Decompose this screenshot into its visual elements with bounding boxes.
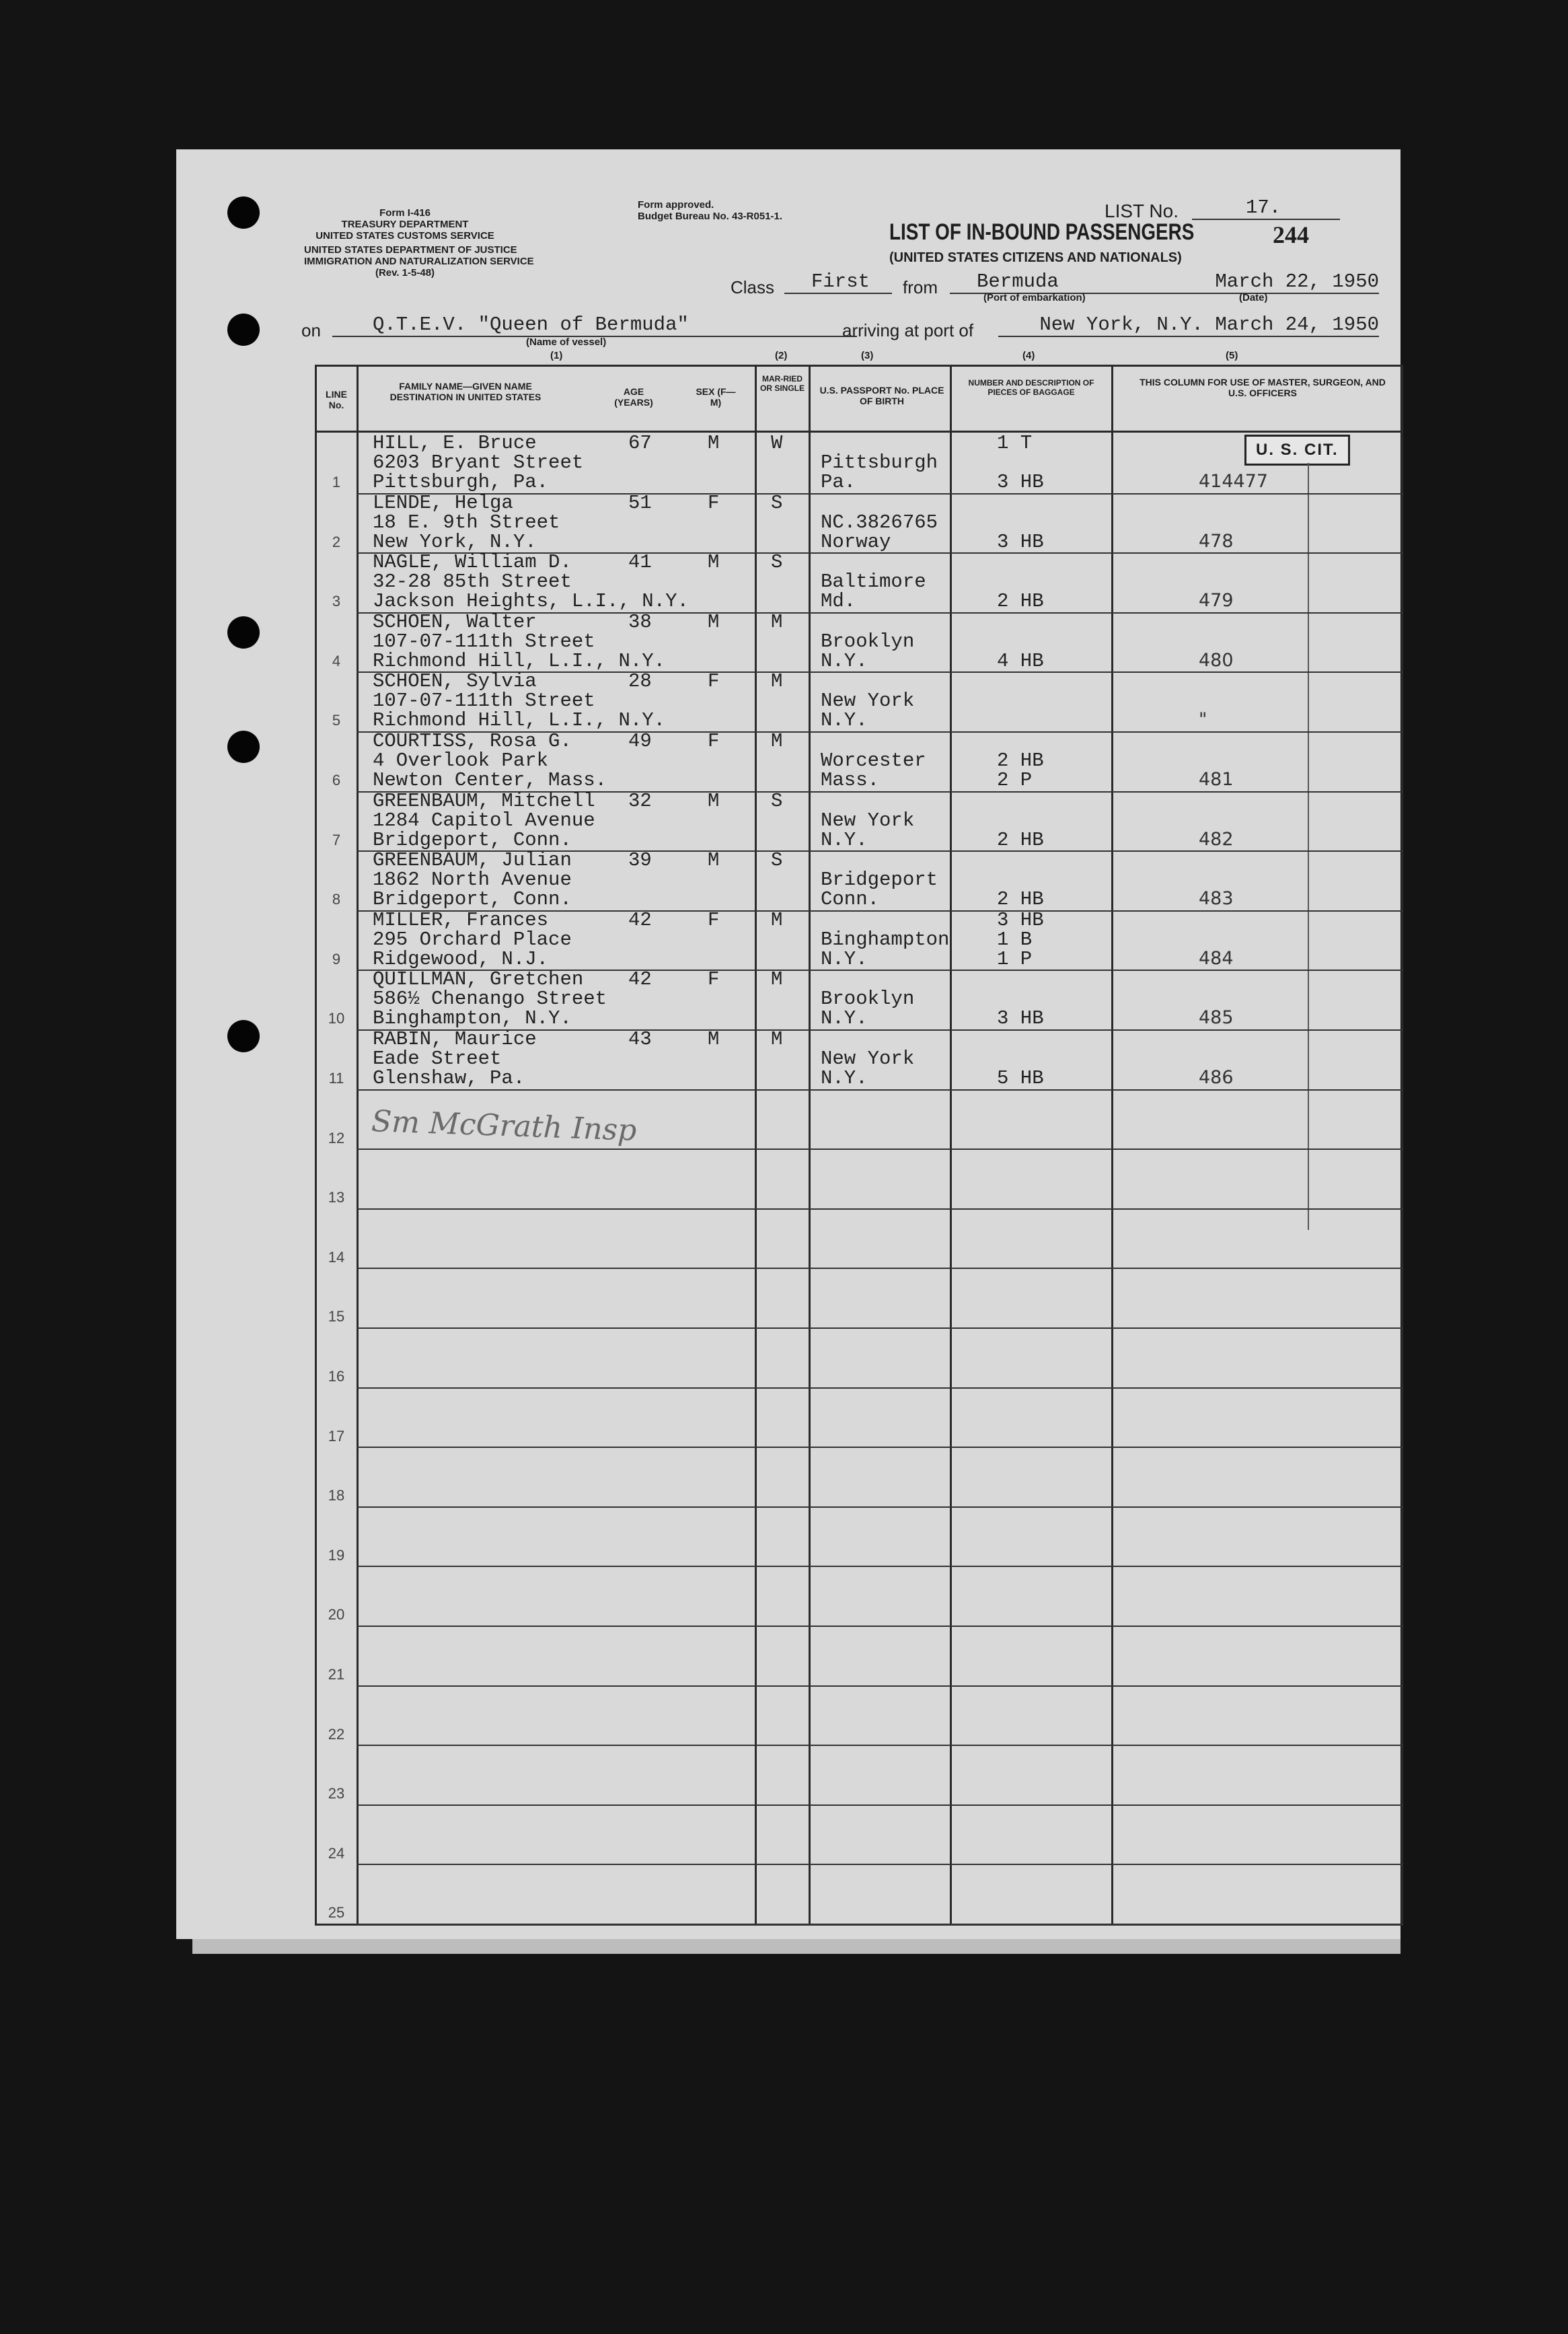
row-rule: [357, 1804, 1403, 1806]
page-title: LIST OF IN-BOUND PASSENGERS: [889, 219, 1195, 245]
passenger-address: 107-07-111th Street: [373, 630, 595, 653]
col-number: (2): [775, 350, 788, 361]
passenger-city: Bridgeport, Conn.: [373, 829, 572, 851]
row-rule: [357, 1148, 1403, 1150]
baggage-3: 2 HB: [997, 888, 1044, 910]
baggage-3: 4 HB: [997, 650, 1044, 672]
passport-birthplace-2: N.Y.: [821, 1007, 868, 1029]
line-number: 20: [328, 1606, 345, 1623]
marital-status: S: [771, 551, 783, 573]
officer-number: 481: [1199, 769, 1234, 790]
header-officers: THIS COLUMN FOR USE OF MASTER, SURGEON, AND U.S. OFFICERS: [1140, 377, 1386, 398]
passenger-name: RABIN, Maurice: [373, 1028, 537, 1050]
form-line: UNITED STATES CUSTOMS SERVICE: [315, 230, 494, 242]
punch-hole: [227, 196, 260, 229]
row-rule: [357, 493, 1403, 495]
passport-birthplace: Worcester: [821, 750, 926, 772]
passport-birthplace: Binghampton: [821, 928, 950, 951]
passport-birthplace: Pittsburgh: [821, 451, 938, 474]
line-number: 10: [328, 1010, 345, 1027]
passenger-sex: M: [708, 432, 720, 454]
arrival-value: New York, N.Y. March 24, 1950: [998, 314, 1379, 337]
passport-birthplace-2: Md.: [821, 590, 856, 612]
form-line: IMMIGRATION AND NATURALIZATION SERVICE: [304, 256, 534, 267]
baggage-1: 1 T: [997, 432, 1033, 454]
passenger-address: 6203 Bryant Street: [373, 451, 584, 474]
passenger-sex: F: [708, 909, 720, 931]
arriving-label: arriving at port of: [842, 320, 974, 340]
passport-birthplace: New York: [821, 809, 915, 832]
line-number: 2: [332, 534, 341, 550]
passenger-name: MILLER, Frances: [373, 909, 549, 931]
passenger-age: 43: [628, 1028, 652, 1050]
vessel-value: Q.T.E.V. "Queen of Bermuda": [332, 314, 857, 337]
header-age: AGE (YEARS): [614, 386, 653, 408]
passport-birthplace: Brooklyn: [821, 630, 915, 653]
on-label: on: [301, 320, 321, 340]
passenger-city: Glenshaw, Pa.: [373, 1067, 525, 1089]
line-number: 16: [328, 1368, 345, 1385]
col-number: (1): [550, 350, 563, 361]
header-name: FAMILY NAME—GIVEN NAME DESTINATION IN UNITED STATES: [389, 381, 542, 402]
passenger-name: SCHOEN, Walter: [373, 611, 537, 633]
line-number: 21: [328, 1666, 345, 1683]
punch-hole: [227, 314, 260, 346]
row-rule: [357, 1327, 1403, 1329]
passenger-name: SCHOEN, Sylvia: [373, 670, 537, 692]
line-number: 5: [332, 712, 341, 729]
header-baggage: NUMBER AND DESCRIPTION OF PIECES OF BAGGAGE: [968, 378, 1094, 397]
marital-status: M: [771, 611, 783, 633]
marital-status: M: [771, 968, 783, 990]
row-rule: [357, 1268, 1403, 1269]
passenger-city: New York, N.Y.: [373, 531, 537, 553]
col-number: (4): [1022, 350, 1035, 361]
line-number: 7: [332, 832, 341, 848]
passport-birthplace-2: Pa.: [821, 471, 856, 493]
officer-number: 478: [1199, 531, 1234, 552]
form-approval: [638, 199, 782, 222]
line-number: 11: [328, 1070, 344, 1087]
row-rule: [357, 1745, 1403, 1746]
passenger-name: COURTISS, Rosa G.: [373, 730, 572, 752]
line-number: 3: [332, 593, 341, 610]
header-passport: U.S. PASSPORT No. PLACE OF BIRTH: [819, 385, 944, 406]
passport-birthplace-2: Mass.: [821, 769, 880, 791]
passenger-name: GREENBAUM, Mitchell: [373, 790, 595, 812]
page-subtitle: (UNITED STATES CITIZENS AND NATIONALS): [889, 250, 1182, 265]
passenger-city: Binghampton, N.Y.: [373, 1007, 572, 1029]
row-rule: [357, 1208, 1403, 1210]
line-number: 9: [332, 951, 341, 968]
list-no-label: LIST No.: [1105, 200, 1179, 221]
passport-birthplace: NC.3826765: [821, 511, 938, 534]
punch-hole: [227, 616, 260, 649]
officer-number: 484: [1199, 948, 1234, 969]
baggage-3: 3 HB: [997, 471, 1044, 493]
form-line: TREASURY DEPARTMENT: [341, 219, 469, 230]
baggage-2: 1 B: [997, 928, 1033, 951]
passport-birthplace-2: Conn.: [821, 888, 880, 910]
punch-hole: [227, 731, 260, 763]
line-number: 22: [328, 1726, 345, 1743]
column-divider: [950, 365, 952, 1926]
passenger-sex: F: [708, 670, 720, 692]
paper-edge: [192, 1939, 1401, 1954]
column-divider: [1111, 365, 1113, 1926]
marital-status: M: [771, 1028, 783, 1050]
passenger-manifest-sheet: [176, 149, 1401, 1939]
passenger-name: GREENBAUM, Julian: [373, 849, 572, 871]
col-number: (3): [861, 350, 874, 361]
passport-birthplace: Brooklyn: [821, 988, 915, 1010]
baggage-3: 2 P: [997, 769, 1033, 791]
passenger-age: 41: [628, 551, 652, 573]
passenger-age: 28: [628, 670, 652, 692]
passenger-sex: F: [708, 968, 720, 990]
officer-number: 479: [1199, 590, 1234, 611]
passenger-sex: M: [708, 551, 720, 573]
officer-number: 480: [1199, 650, 1234, 671]
passenger-address: 295 Orchard Place: [373, 928, 572, 951]
passenger-sex: M: [708, 611, 720, 633]
port-caption: (Port of embarkation): [983, 292, 1086, 303]
passenger-age: 42: [628, 909, 652, 931]
date-value: March 22, 1950: [1205, 270, 1379, 294]
passenger-address: 107-07-111th Street: [373, 690, 595, 712]
officer-number: 486: [1199, 1067, 1234, 1088]
marital-status: W: [771, 432, 783, 454]
us-citizen-stamp: U. S. CIT.: [1244, 435, 1350, 466]
header-married: MAR-RIED OR SINGLE: [760, 374, 805, 393]
passport-birthplace: New York: [821, 690, 915, 712]
line-number: 25: [328, 1904, 345, 1921]
officer-number: 414477: [1199, 471, 1269, 492]
passenger-name: HILL, E. Bruce: [373, 432, 537, 454]
passenger-address: 4 Overlook Park: [373, 750, 549, 772]
passport-birthplace-2: N.Y.: [821, 948, 868, 970]
form-line: (Rev. 1-5-48): [375, 267, 435, 279]
approval-line: Budget Bureau No. 43-R051-1.: [638, 211, 783, 222]
baggage-1: 3 HB: [997, 909, 1044, 931]
punch-hole: [227, 1020, 260, 1052]
line-number: 12: [328, 1130, 345, 1146]
row-rule: [357, 1089, 1403, 1091]
from-label: from: [903, 277, 938, 297]
passenger-age: 67: [628, 432, 652, 454]
passenger-name: NAGLE, William D.: [373, 551, 572, 573]
line-number: 24: [328, 1845, 345, 1862]
passenger-age: 38: [628, 611, 652, 633]
line-number: 17: [328, 1428, 345, 1445]
column-divider: [357, 365, 359, 1926]
passport-birthplace: Bridgeport: [821, 869, 938, 891]
class-value: First: [784, 270, 892, 294]
list-no-value: 17.: [1192, 196, 1340, 220]
passenger-sex: M: [708, 790, 720, 812]
check-line: [1308, 463, 1309, 1230]
baggage-3: 3 HB: [997, 531, 1044, 553]
marital-status: M: [771, 730, 783, 752]
date-caption: (Date): [1239, 292, 1268, 303]
line-number: 19: [328, 1547, 345, 1564]
line-number: 13: [328, 1189, 345, 1206]
passenger-age: 42: [628, 968, 652, 990]
form-line: Form I-416: [379, 207, 431, 219]
port-value: Bermuda: [950, 270, 1205, 294]
baggage-2: 2 HB: [997, 750, 1044, 772]
marital-status: S: [771, 849, 783, 871]
baggage-3: 2 HB: [997, 829, 1044, 851]
passenger-name: QUILLMAN, Gretchen: [373, 968, 584, 990]
passport-birthplace-2: N.Y.: [821, 829, 868, 851]
row-rule: [357, 1685, 1403, 1687]
passenger-sex: M: [708, 849, 720, 871]
marital-status: S: [771, 790, 783, 812]
passenger-address: 1862 North Avenue: [373, 869, 572, 891]
passport-birthplace-2: N.Y.: [821, 709, 868, 731]
passenger-address: 18 E. 9th Street: [373, 511, 560, 534]
line-number: 1: [332, 474, 341, 490]
officer-number: 485: [1199, 1007, 1234, 1028]
officer-number: 483: [1199, 888, 1234, 909]
marital-status: M: [771, 670, 783, 692]
passenger-address: 1284 Capitol Avenue: [373, 809, 595, 832]
passport-birthplace: New York: [821, 1048, 915, 1070]
passenger-age: 39: [628, 849, 652, 871]
row-rule: [357, 1626, 1403, 1627]
line-number: 23: [328, 1785, 345, 1802]
baggage-3: 5 HB: [997, 1067, 1044, 1089]
page-number: 244: [1273, 221, 1309, 248]
marital-status: M: [771, 909, 783, 931]
passport-birthplace-2: Norway: [821, 531, 891, 553]
header-sex: SEX (F—M): [696, 386, 736, 408]
passenger-name: LENDE, Helga: [373, 492, 513, 514]
line-number: 18: [328, 1487, 345, 1504]
line-number: 14: [328, 1249, 345, 1266]
column-divider: [755, 365, 757, 1926]
inspector-signature: Sm McGrath Insp: [371, 1104, 638, 1148]
passenger-age: 49: [628, 730, 652, 752]
passenger-sex: F: [708, 492, 720, 514]
line-number: 8: [332, 891, 341, 908]
row-rule: [357, 1447, 1403, 1448]
line-number: 4: [332, 653, 341, 669]
baggage-3: 3 HB: [997, 1007, 1044, 1029]
officer-number: 482: [1199, 829, 1234, 850]
passenger-city: Jackson Heights, L.I., N.Y.: [373, 590, 689, 612]
passenger-address: Eade Street: [373, 1048, 502, 1070]
passport-birthplace-2: N.Y.: [821, 1067, 868, 1089]
officer-number: ": [1199, 709, 1207, 730]
approval-line: Form approved.: [638, 199, 714, 211]
passenger-city: Newton Center, Mass.: [373, 769, 607, 791]
passenger-city: Richmond Hill, L.I., N.Y.: [373, 650, 666, 672]
passport-birthplace-2: N.Y.: [821, 650, 868, 672]
marital-status: S: [771, 492, 783, 514]
form-id-block: [304, 207, 534, 279]
row-rule: [357, 1566, 1403, 1567]
class-label: Class: [731, 277, 775, 297]
passenger-sex: M: [708, 1028, 720, 1050]
passenger-sex: F: [708, 730, 720, 752]
baggage-3: 2 HB: [997, 590, 1044, 612]
vessel-caption: (Name of vessel): [526, 336, 607, 348]
passenger-city: Bridgeport, Conn.: [373, 888, 572, 910]
column-divider: [809, 365, 811, 1926]
line-number: 6: [332, 772, 341, 789]
passenger-city: Pittsburgh, Pa.: [373, 471, 549, 493]
row-rule: [357, 1864, 1403, 1865]
passport-birthplace: Baltimore: [821, 571, 926, 593]
row-rule: [357, 1387, 1403, 1389]
passenger-age: 51: [628, 492, 652, 514]
baggage-3: 1 P: [997, 948, 1033, 970]
header-line-no: LINE No.: [326, 389, 347, 410]
passenger-age: 32: [628, 790, 652, 812]
row-rule: [357, 1924, 1403, 1925]
passenger-address: 32-28 85th Street: [373, 571, 572, 593]
line-number: 15: [328, 1308, 345, 1325]
passenger-city: Ridgewood, N.J.: [373, 948, 549, 970]
form-line: UNITED STATES DEPARTMENT OF JUSTICE: [304, 244, 517, 256]
passenger-city: Richmond Hill, L.I., N.Y.: [373, 709, 666, 731]
passenger-address: 586½ Chenango Street: [373, 988, 607, 1010]
col-number: (5): [1226, 350, 1238, 361]
row-rule: [357, 1506, 1403, 1508]
